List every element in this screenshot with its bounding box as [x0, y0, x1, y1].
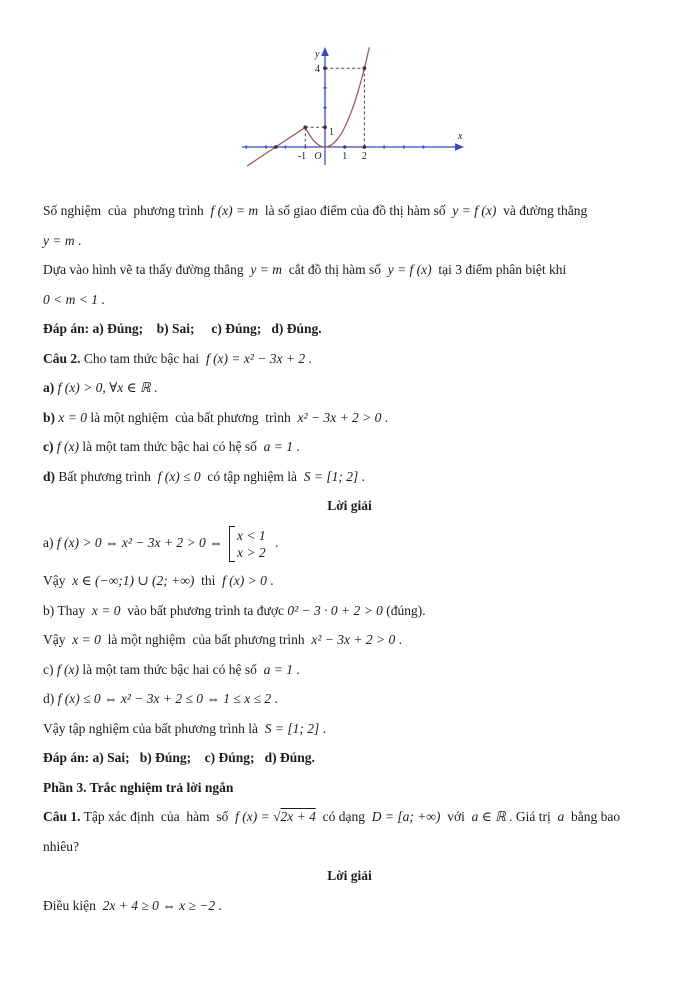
text-line: [43, 378, 656, 398]
text-line: [43, 290, 656, 310]
text-segment: có dạng: [315, 809, 372, 824]
text-line: [43, 660, 656, 680]
text-segment: cắt đồ thị hàm số: [281, 262, 388, 277]
cases-bracket: [229, 526, 269, 562]
text-segment: Vậy: [43, 573, 73, 588]
y-tick-label-1: 1: [329, 127, 334, 138]
text-segment: Vậy tập nghiệm của bất phương trình là: [43, 720, 265, 736]
sqrt-radicand: 2x + 4: [280, 809, 316, 824]
text-segment: thì: [194, 573, 223, 588]
text-segment: là một nghiệm của bất phương trình: [100, 632, 312, 647]
text-line: [43, 837, 656, 857]
math-segment: x = 0: [72, 632, 101, 647]
math-segment: x ∈ (−∞;1) ∪ (2; +∞): [72, 573, 195, 588]
text-segment: .: [358, 468, 365, 484]
text-line: [43, 526, 656, 562]
text-line: [43, 630, 656, 650]
math-segment: x² − 3x + 2 > 0: [311, 632, 396, 647]
text-segment: .: [266, 573, 274, 588]
math-segment: f (x) = m: [210, 203, 259, 218]
text-segment: .: [305, 350, 312, 366]
text-segment: .: [293, 439, 300, 454]
text-segment: . Giá trị: [505, 809, 558, 824]
text-segment: là một nghiệm của bất phương trình: [87, 409, 298, 425]
math-segment: y = m: [43, 232, 75, 248]
question-2: [43, 349, 656, 369]
math-segment: 0 < m < 1: [43, 291, 98, 307]
math-segment: a = 1: [263, 439, 293, 454]
text-segment: .: [395, 632, 403, 647]
text-line: [43, 571, 656, 591]
bold-segment: Đáp án: a) Đúng; b) Sai; c) Đúng; d) Đúng.: [43, 321, 322, 336]
x-axis-arrow: [455, 143, 464, 151]
text-line: [43, 896, 656, 916]
text-segment: Cho tam thức bậc hai: [80, 350, 206, 366]
solution-heading: [43, 496, 656, 516]
x-tick-label-1: 1: [342, 151, 348, 162]
math-segment: S = [1; 2]: [303, 468, 359, 484]
math-segment: f (x) = √: [235, 809, 281, 824]
axis-ticks: [246, 88, 423, 149]
text-segment: .: [293, 661, 300, 677]
bold-segment: b): [43, 409, 59, 425]
text-line: [43, 437, 656, 457]
text-segment: .: [271, 691, 278, 706]
text-line: [43, 231, 656, 251]
bold-segment: Câu 2.: [43, 350, 81, 366]
bold-segment: Phần 3. Trắc nghiệm trả lời ngắn: [43, 779, 234, 795]
part-3-heading: [43, 778, 656, 798]
text-segment: d): [43, 691, 58, 706]
x-axis-label: x: [458, 131, 463, 142]
math-segment: f (x) = x² − 3x + 2: [205, 350, 306, 366]
text-segment: .: [74, 232, 82, 248]
text-segment: là một tam thức bậc hai có hệ số: [78, 439, 264, 454]
solution-heading: [43, 866, 656, 886]
text-segment: Tập xác định của hàm số: [80, 809, 236, 824]
bold-segment: d): [43, 468, 59, 484]
math-segment: S = [1; 2]: [264, 720, 320, 736]
math-segment: f (x) > 0 ⇔ x² − 3x + 2 > 0 ⇔: [56, 534, 226, 550]
bold-segment: Lời giải: [327, 498, 372, 513]
document-body: [43, 201, 656, 916]
y-tick-label-4: 4: [315, 64, 320, 75]
text-segment: .: [319, 720, 327, 736]
math-segment: y = f (x): [387, 262, 432, 277]
math-segment: D = [a; +∞): [371, 809, 441, 824]
y-axis-label: y: [315, 49, 320, 60]
cases-top: x < 1: [236, 527, 266, 543]
function-graph: [236, 44, 468, 171]
text-segment: là số giao điểm của đồ thị hàm số: [258, 203, 453, 218]
text-segment: b) Thay: [43, 602, 92, 618]
text-segment: a): [43, 534, 57, 550]
origin-label: O: [314, 151, 322, 162]
math-segment: x = 0: [58, 409, 87, 425]
text-segment: Số nghiệm của phương trình: [43, 203, 211, 218]
bold-segment: a): [43, 380, 58, 395]
x-tick-label-2: 2: [361, 151, 367, 162]
answer-line: [43, 748, 656, 768]
text-segment: .: [381, 409, 389, 425]
y-axis-arrow: [321, 47, 329, 56]
bold-segment: c): [43, 439, 57, 454]
text-segment: Điều kiện: [43, 897, 103, 913]
text-segment: và đường thẳng: [496, 203, 588, 218]
text-segment: c): [43, 661, 57, 677]
math-segment: a = 1: [263, 661, 293, 677]
text-segment: Dựa vào hình vẽ ta thấy đường thẳng: [43, 262, 251, 277]
bold-segment: Lời giải: [327, 868, 372, 883]
text-segment: bằng bao: [564, 809, 621, 824]
math-segment: f (x): [56, 661, 79, 677]
text-segment: .: [97, 291, 105, 307]
text-segment: nhiêu?: [43, 838, 79, 854]
text-line: [43, 719, 656, 739]
text-line: [43, 467, 656, 487]
math-segment: a: [557, 809, 565, 824]
text-segment: (đúng).: [382, 602, 426, 618]
x-tick-label-neg1: -1: [297, 151, 307, 162]
function-graph-figure: [226, 0, 468, 171]
math-segment: x = 0: [91, 602, 121, 618]
math-segment: x² − 3x + 2 > 0: [297, 409, 382, 425]
bold-segment: Đáp án: a) Sai; b) Đúng; c) Đúng; d) Đúng.: [43, 750, 315, 765]
question-1: [43, 807, 656, 827]
text-line: [43, 408, 656, 428]
math-segment: f (x) > 0: [222, 573, 267, 588]
dashed-guides: [305, 68, 364, 147]
answer-line: [43, 319, 656, 339]
math-segment: f (x) ≤ 0: [157, 468, 201, 484]
text-segment: Vậy: [43, 632, 73, 647]
math-segment: a ∈ ℝ: [471, 809, 506, 824]
text-segment: vào bất phương trình ta được: [120, 602, 288, 618]
math-segment: y = m: [250, 262, 282, 277]
curve-parabola: [305, 47, 369, 147]
text-segment: có tập nghiệm là: [200, 468, 304, 484]
text-line: [43, 601, 656, 621]
math-segment: f (x): [56, 439, 79, 454]
cases-bottom: x > 2: [236, 544, 266, 560]
math-segment: f (x) > 0, ∀x ∈ ℝ: [57, 380, 151, 395]
text-segment: Bất phương trình: [58, 468, 158, 484]
text-segment: là một tam thức bậc hai có hệ số: [78, 661, 264, 677]
math-segment: 2x + 4 ≥ 0 ⇔ x ≥ −2: [102, 897, 216, 913]
text-segment: tại 3 điểm phân biệt khi: [431, 262, 567, 277]
text-segment: với: [440, 809, 472, 824]
text-segment: .: [271, 534, 279, 550]
math-segment: f (x) ≤ 0 ⇔ x² − 3x + 2 ≤ 0 ⇔ 1 ≤ x ≤ 2: [57, 691, 272, 706]
text-line: [43, 689, 656, 709]
math-segment: y = f (x): [452, 203, 497, 218]
math-segment: 0² − 3 · 0 + 2 > 0: [287, 602, 383, 618]
text-segment: .: [215, 897, 222, 913]
text-line: [43, 260, 656, 280]
text-line: [43, 201, 656, 221]
text-segment: .: [150, 380, 158, 395]
bold-segment: Câu 1.: [43, 809, 81, 824]
